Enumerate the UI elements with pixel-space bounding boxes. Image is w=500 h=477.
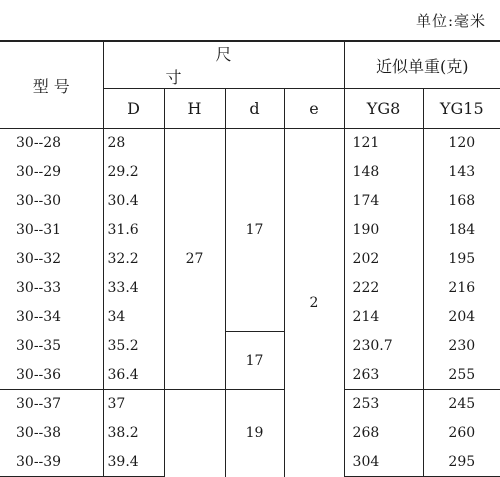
row-yg8: 263 [344, 361, 423, 390]
row-model: 30--29 [0, 158, 103, 187]
cell-d-top: 17 [225, 129, 284, 332]
row-yg15: 204 [423, 303, 500, 332]
row-model: 30--30 [0, 187, 103, 216]
row-yg8: 190 [344, 216, 423, 245]
row-yg8: 214 [344, 303, 423, 332]
row-yg15: 216 [423, 274, 500, 303]
row-yg15: 295 [423, 448, 500, 477]
row-yg8: 230.7 [344, 332, 423, 361]
row-D: 37 [103, 390, 164, 419]
header-size [103, 41, 344, 89]
row-D: 32.2 [103, 245, 164, 274]
row-yg15: 230 [423, 332, 500, 361]
row-yg8: 121 [344, 129, 423, 158]
row-model: 30--39 [0, 448, 103, 477]
row-yg8: 304 [344, 448, 423, 477]
row-model: 30--33 [0, 274, 103, 303]
row-D: 35.2 [103, 332, 164, 361]
header-yg15: YG15 [423, 89, 500, 129]
spec-table [0, 40, 500, 477]
row-D: 30.4 [103, 187, 164, 216]
cell-H-empty [164, 390, 225, 477]
row-yg15: 143 [423, 158, 500, 187]
row-model: 30--38 [0, 419, 103, 448]
unit-label: 单位:毫米 [415, 12, 486, 30]
row-yg8: 268 [344, 419, 423, 448]
header-e: e [284, 89, 344, 129]
header-d: d [225, 89, 284, 129]
row-yg8: 148 [344, 158, 423, 187]
row-model: 30--35 [0, 332, 103, 361]
row-D: 31.6 [103, 216, 164, 245]
row-model: 30--32 [0, 245, 103, 274]
row-yg15: 184 [423, 216, 500, 245]
row-D: 36.4 [103, 361, 164, 390]
row-yg8: 202 [344, 245, 423, 274]
cell-e: 2 [284, 129, 344, 477]
row-yg15: 245 [423, 390, 500, 419]
header-yg8: YG8 [344, 89, 423, 129]
header-weight: 近似单重(克) [344, 41, 500, 89]
row-yg8: 253 [344, 390, 423, 419]
row-yg15: 255 [423, 361, 500, 390]
row-D: 33.4 [103, 274, 164, 303]
row-D: 29.2 [103, 158, 164, 187]
row-D: 34 [103, 303, 164, 332]
header-H: H [164, 89, 225, 129]
row-D: 28 [103, 129, 164, 158]
row-yg15: 168 [423, 187, 500, 216]
cell-d-mid: 17 [225, 332, 284, 390]
row-yg8: 222 [344, 274, 423, 303]
row-model: 30--28 [0, 129, 103, 158]
row-D: 39.4 [103, 448, 164, 477]
header-model: 型 号 [0, 41, 103, 129]
header-D: D [103, 89, 164, 129]
row-D: 38.2 [103, 419, 164, 448]
row-model: 30--34 [0, 303, 103, 332]
row-model: 30--37 [0, 390, 103, 419]
row-model: 30--31 [0, 216, 103, 245]
cell-d-bottom: 19 [225, 390, 284, 477]
header-size-label: 尺 寸 [165, 45, 332, 87]
row-yg15: 120 [423, 129, 500, 158]
row-yg8: 174 [344, 187, 423, 216]
row-yg15: 260 [423, 419, 500, 448]
row-model: 30--36 [0, 361, 103, 390]
cell-H: 27 [164, 129, 225, 390]
row-yg15: 195 [423, 245, 500, 274]
